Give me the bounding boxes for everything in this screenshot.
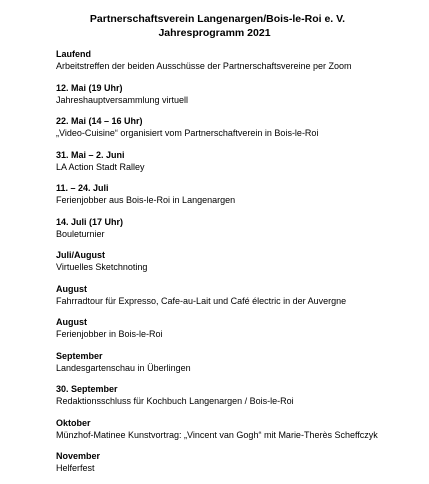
entry-date: 14. Juli (17 Uhr) <box>56 216 124 227</box>
entry-event: LA Action Stadt Ralley <box>56 161 145 172</box>
document-subtitle: Jahresprogramm 2021 <box>158 27 271 39</box>
programme-entry <box>56 350 425 384</box>
programme-list <box>56 48 425 484</box>
programme-entry <box>56 283 425 317</box>
programme-entry <box>56 249 425 283</box>
document-header <box>0 12 429 40</box>
entry-date: 22. Mai (14 – 16 Uhr) <box>56 116 143 126</box>
entry-date: August <box>56 317 87 327</box>
entry-event: Jahreshauptversammlung virtuell <box>56 94 189 105</box>
entry-date: 11. – 24. Juli <box>56 183 109 193</box>
entry-date: Oktober <box>56 417 91 428</box>
entry-date: Laufend <box>56 49 91 59</box>
entry-date: Juli/August <box>56 250 105 260</box>
entry-date: November <box>56 451 101 461</box>
entry-event: Helferfest <box>56 463 95 473</box>
entry-date: 31. Mai – 2. Juni <box>56 149 125 160</box>
entry-event: Bouleturnier <box>56 228 105 239</box>
entry-date: September <box>56 350 103 361</box>
programme-entry <box>56 316 425 350</box>
programme-entry <box>56 417 425 451</box>
programme-entry <box>56 48 425 82</box>
programme-entry <box>56 82 425 116</box>
entry-event: „Video-Cuisine“ organisiert vom Partnerschaftverein in Bois-le-Roi <box>56 128 319 138</box>
programme-entry <box>56 182 425 216</box>
entry-event: Ferienjobber aus Bois-le-Roi in Langenargen <box>56 195 236 205</box>
entry-date: 30. September <box>56 384 118 394</box>
entry-event: Fahrradtour für Expresso, Cafe-au-Lait und Café électric in der Auvergne <box>56 295 347 306</box>
programme-entry <box>56 115 425 149</box>
programme-entry <box>56 450 425 484</box>
programme-entry <box>56 149 425 183</box>
entry-event: Landesgartenschau in Überlingen <box>56 362 191 373</box>
entry-event: Virtuelles Sketchnoting <box>56 262 148 272</box>
programme-entry <box>56 216 425 250</box>
entry-date: 12. Mai (19 Uhr) <box>56 82 123 93</box>
entry-date: August <box>56 283 87 294</box>
entry-event: Redaktionsschluss für Kochbuch Langenargen / Bois-le-Roi <box>56 396 294 406</box>
document-title: Partnerschaftsverein Langenargen/Bois-le-Roi e. V. <box>89 13 346 25</box>
entry-event: Arbeitstreffen der beiden Ausschüsse der Partnerschaftsvereine per Zoom <box>56 61 352 71</box>
entry-event: Münzhof-Matinee Kunstvortrag: „Vincent van Gogh“ mit Marie-Therès Scheffczyk <box>56 429 378 440</box>
entry-event: Ferienjobber in Bois-le-Roi <box>56 329 163 339</box>
programme-entry <box>56 383 425 417</box>
